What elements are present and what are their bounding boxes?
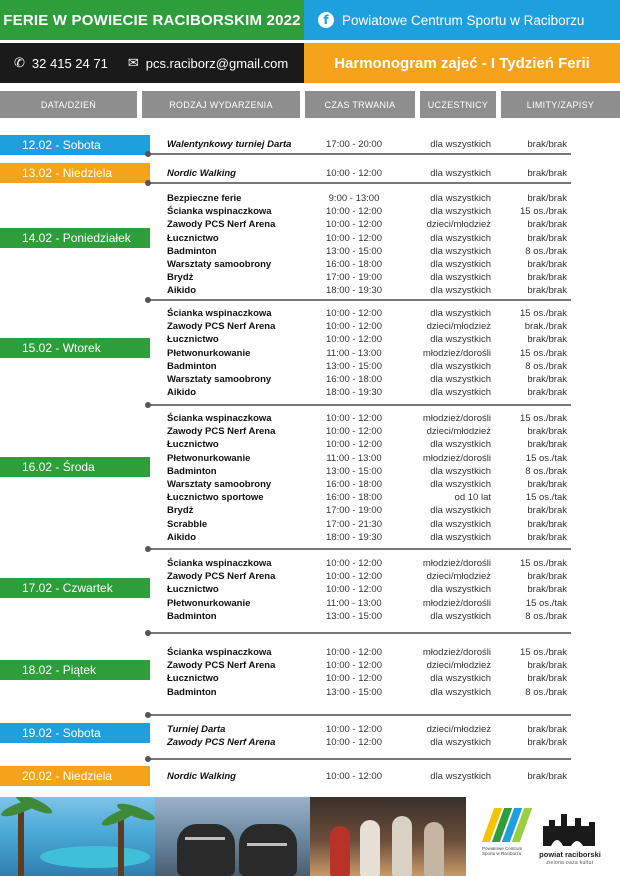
table-row [167, 646, 577, 659]
event-name: Aikido [167, 285, 197, 297]
event-limit: brak/brak [527, 673, 567, 685]
separator-dot [145, 402, 151, 408]
day-separator [150, 153, 571, 155]
event-participants: młodzież/dorośli [422, 647, 491, 658]
palm-trunk [118, 816, 124, 876]
event-participants: dla wszystkich [430, 584, 491, 596]
table-row [167, 320, 577, 333]
event-time: 10:00 - 12:00 [326, 660, 382, 672]
table-row [167, 531, 577, 544]
event-time: 10:00 - 12:00 [326, 334, 382, 346]
event-time: 16:00 - 18:00 [326, 259, 382, 270]
table-row [167, 723, 577, 736]
event-name: Nordic Walking [167, 168, 236, 179]
event-name: Badminton [167, 686, 217, 698]
person-shape [330, 826, 350, 876]
event-participants: od 10 lat [454, 492, 491, 504]
event-name: Łucznictwo [167, 232, 219, 244]
event-name: Walentynkowy turniej Darta [167, 139, 292, 150]
boot-lace [247, 843, 287, 846]
event-participants: dla wszystkich [430, 505, 491, 517]
event-name: Łucznictwo sportowe [167, 492, 264, 504]
table-row [167, 610, 577, 623]
separator-dot [145, 151, 151, 157]
column-header-participants: UCZESTNICY [420, 91, 496, 118]
table-row [167, 167, 577, 180]
pcs-logo-text: Powiatowe Centrum Sportu w Raciborzu [482, 846, 523, 856]
event-time: 10:00 - 12:00 [326, 413, 382, 424]
boot-shape [177, 824, 235, 876]
person-shape [392, 816, 412, 876]
separator-dot [145, 630, 151, 636]
table-row [167, 452, 577, 465]
event-limit: brak/brak [527, 737, 567, 749]
pool-shape [40, 846, 150, 868]
event-time: 10:00 - 12:00 [326, 673, 382, 685]
event-participants: dla wszystkich [430, 168, 491, 179]
table-row [167, 425, 577, 438]
event-name: Zawody PCS Nerf Arena [167, 426, 276, 438]
event-name: Zawody PCS Nerf Arena [167, 737, 276, 749]
event-limit: brak/brak [527, 426, 567, 438]
event-name: Bezpieczne ferie [167, 193, 242, 204]
event-participants: dla wszystkich [430, 610, 491, 622]
boot-lace [185, 837, 225, 840]
table-row [167, 770, 577, 783]
event-participants: młodzież/dorośli [422, 452, 491, 464]
event-time: 16:00 - 18:00 [326, 492, 382, 504]
event-participants: dla wszystkich [430, 308, 491, 319]
event-name: Łucznictwo [167, 584, 219, 596]
table-row [167, 504, 577, 517]
event-time: 10:00 - 12:00 [326, 771, 382, 782]
footer-photos [0, 797, 466, 876]
table-row [167, 218, 577, 231]
event-time: 10:00 - 12:00 [326, 571, 382, 583]
event-participants: dzieci/młodzież [426, 660, 491, 672]
event-time: 17:00 - 19:00 [326, 272, 382, 284]
day-separator [150, 632, 571, 634]
table-row [167, 192, 577, 205]
column-header-duration: CZAS TRWANIA [305, 91, 415, 118]
event-limit: 15 os./brak [520, 413, 567, 424]
event-participants: dla wszystkich [430, 387, 491, 399]
event-name: Płetwonurkowanie [167, 597, 251, 609]
facebook-icon: f [318, 12, 334, 28]
event-participants: dla wszystkich [430, 259, 491, 270]
day-label: 17.02 - Czwartek [0, 578, 150, 598]
table-row [167, 465, 577, 478]
hiking-boots-photo [155, 797, 310, 876]
event-name: Warsztaty samoobrony [167, 259, 272, 270]
phone-icon: ✆ [14, 55, 25, 71]
event-time: 17:00 - 19:00 [326, 505, 382, 517]
event-name: Ścianka wspinaczkowa [167, 206, 272, 218]
event-time: 10:00 - 12:00 [326, 647, 382, 658]
event-limit: 8 os./brak [525, 465, 567, 477]
event-limit: 15 os./brak [520, 647, 567, 658]
friends-skiing-photo [310, 797, 466, 876]
event-participants: dzieci/młodzież [426, 571, 491, 583]
event-time: 16:00 - 18:00 [326, 479, 382, 490]
email-icon: ✉ [127, 55, 139, 71]
event-participants: dla wszystkich [430, 232, 491, 244]
event-participants: dla wszystkich [430, 771, 491, 782]
event-name: Badminton [167, 360, 217, 372]
day-label: 16.02 - Środa [0, 457, 150, 477]
event-limit: brak/brak [527, 531, 567, 543]
phone-number[interactable]: 32 415 24 71 [31, 55, 108, 71]
event-name: Łucznictwo [167, 673, 219, 685]
event-name: Płetwonurkowanie [167, 452, 251, 464]
event-participants: dla wszystkich [430, 686, 491, 698]
table-row [167, 360, 577, 373]
header-top [0, 0, 620, 40]
event-time: 10:00 - 12:00 [326, 724, 382, 735]
event-participants: młodzież/dorośli [422, 558, 491, 569]
table-row [167, 518, 577, 531]
event-name: Zawody PCS Nerf Arena [167, 219, 276, 231]
event-name: Zawody PCS Nerf Arena [167, 321, 276, 333]
separator-dot [145, 546, 151, 552]
facebook-link[interactable] [304, 0, 620, 40]
event-limit: brak/brak [527, 139, 567, 150]
event-participants: dla wszystkich [430, 465, 491, 477]
event-limit: 15 os./brak [520, 206, 567, 218]
event-participants: dla wszystkich [430, 673, 491, 685]
event-limit: brak/brak [527, 505, 567, 517]
event-limit: 15 os./brak [520, 558, 567, 569]
event-participants: dla wszystkich [430, 245, 491, 257]
event-time: 13:00 - 15:00 [326, 245, 382, 257]
event-time: 13:00 - 15:00 [326, 686, 382, 698]
column-header-limits: LIMITY/ZAPISY [501, 91, 620, 118]
event-limit: brak/brak [527, 660, 567, 672]
event-name: Badminton [167, 610, 217, 622]
event-participants: dla wszystkich [430, 531, 491, 543]
event-name: Ścianka wspinaczkowa [167, 308, 272, 319]
separator-dot [145, 712, 151, 718]
event-time: 17:00 - 20:00 [326, 139, 382, 150]
event-limit: 15 os./tak [525, 492, 567, 504]
event-limit: 15 os./tak [525, 452, 567, 464]
day-label: 15.02 - Wtorek [0, 338, 150, 358]
event-time: 18:00 - 19:30 [326, 531, 382, 543]
event-participants: młodzież/dorośli [422, 347, 491, 359]
table-row [167, 597, 577, 610]
table-row [167, 333, 577, 346]
event-participants: dla wszystkich [430, 479, 491, 490]
event-name: Brydż [167, 505, 194, 517]
event-time: 13:00 - 15:00 [326, 360, 382, 372]
table-row [167, 284, 577, 297]
event-participants: dla wszystkich [430, 272, 491, 284]
day-separator [150, 182, 571, 184]
event-limit: 15 os./tak [525, 597, 567, 609]
event-time: 11:00 - 13:00 [326, 452, 382, 464]
table-row [167, 478, 577, 491]
day-label: 14.02 - Poniedziałek [0, 228, 150, 248]
event-time: 10:00 - 12:00 [326, 426, 382, 438]
event-time: 10:00 - 12:00 [326, 219, 382, 231]
event-limit: 8 os./brak [525, 245, 567, 257]
event-participants: dla wszystkich [430, 139, 491, 150]
boot-shape [239, 824, 297, 876]
day-separator [150, 404, 571, 406]
event-participants: dzieci/młodzież [426, 426, 491, 438]
schedule-title: Harmonogram zajeć - I Tydzień Ferii [304, 43, 620, 83]
event-name: Nordic Walking [167, 771, 236, 782]
event-name: Warsztaty samoobrony [167, 479, 272, 490]
event-time: 13:00 - 15:00 [326, 610, 382, 622]
event-name: Ścianka wspinaczkowa [167, 558, 272, 569]
event-participants: dzieci/młodzież [426, 219, 491, 231]
event-name: Łucznictwo [167, 334, 219, 346]
event-time: 16:00 - 18:00 [326, 374, 382, 385]
event-name: Badminton [167, 245, 217, 257]
event-time: 9:00 - 13:00 [328, 193, 380, 204]
event-participants: młodzież/dorośli [422, 597, 491, 609]
event-participants: dla wszystkich [430, 206, 491, 218]
facebook-text: Powiatowe Centrum Sportu w Raciborzu [342, 12, 585, 28]
event-limit: brak/brak [527, 285, 567, 297]
event-time: 10:00 - 12:00 [326, 232, 382, 244]
day-separator [150, 299, 571, 301]
header-middle [0, 43, 620, 83]
event-limit: brak/brak [527, 479, 567, 490]
table-row [167, 659, 577, 672]
event-limit: brak/brak [527, 571, 567, 583]
event-name: Zawody PCS Nerf Arena [167, 571, 276, 583]
event-time: 17:00 - 21:30 [326, 518, 382, 530]
event-limit: brak/brak [527, 334, 567, 346]
table-row [167, 736, 577, 749]
day-label: 20.02 - Niedziela [0, 766, 150, 786]
day-separator [150, 548, 571, 550]
event-participants: dla wszystkich [430, 193, 491, 204]
table-row [167, 307, 577, 320]
day-label: 12.02 - Sobota [0, 135, 150, 155]
table-row [167, 347, 577, 360]
event-limit: brak./brak [524, 321, 567, 333]
powiat-emblem-icon [541, 810, 599, 848]
event-time: 11:00 - 13:00 [326, 347, 382, 359]
event-time: 18:00 - 19:30 [326, 387, 382, 399]
table-row [167, 373, 577, 386]
event-name: Płetwonurkowanie [167, 347, 251, 359]
event-limit: brak/brak [527, 193, 567, 204]
event-limit: 8 os./brak [525, 360, 567, 372]
column-header-date: DATA/DZIEŃ [0, 91, 137, 118]
event-name: Scrabble [167, 518, 208, 530]
event-participants: dla wszystkich [430, 518, 491, 530]
event-limit: 15 os./brak [520, 308, 567, 319]
pcs-logo [482, 808, 530, 866]
event-name: Ścianka wspinaczkowa [167, 413, 272, 424]
table-row [167, 412, 577, 425]
table-row [167, 138, 577, 151]
table-row [167, 491, 577, 504]
event-limit: brak/brak [527, 387, 567, 399]
table-row [167, 570, 577, 583]
event-limit: brak/brak [527, 518, 567, 530]
event-time: 13:00 - 15:00 [326, 465, 382, 477]
event-limit: brak/brak [527, 771, 567, 782]
table-row [167, 232, 577, 245]
event-limit: brak/brak [527, 232, 567, 244]
person-shape [424, 822, 444, 876]
event-name: Aikido [167, 531, 197, 543]
powiat-logo-name: powiat raciborski [539, 850, 601, 859]
table-row [167, 557, 577, 570]
event-participants: dla wszystkich [430, 285, 491, 297]
event-limit: brak/brak [527, 219, 567, 231]
day-label: 13.02 - Niedziela [0, 163, 150, 183]
event-participants: dla wszystkich [430, 360, 491, 372]
table-row [167, 205, 577, 218]
day-label: 18.02 - Piątek [0, 660, 150, 680]
table-row [167, 686, 577, 699]
event-time: 10:00 - 12:00 [326, 321, 382, 333]
email-address[interactable]: pcs.raciborz@gmail.com [145, 55, 289, 71]
event-limit: brak/brak [527, 259, 567, 270]
table-row [167, 245, 577, 258]
day-separator [150, 714, 571, 716]
table-row [167, 672, 577, 685]
table-row [167, 258, 577, 271]
event-time: 10:00 - 12:00 [326, 558, 382, 569]
event-time: 10:00 - 12:00 [326, 584, 382, 596]
event-participants: dla wszystkich [430, 737, 491, 749]
event-limit: brak/brak [527, 168, 567, 179]
event-time: 10:00 - 12:00 [326, 206, 382, 218]
page-title: FERIE W POWIECIE RACIBORSKIM 2022 [0, 0, 304, 40]
event-limit: 8 os./brak [525, 610, 567, 622]
event-participants: dla wszystkich [430, 374, 491, 385]
separator-dot [145, 297, 151, 303]
event-limit: brak/brak [527, 374, 567, 385]
event-name: Turniej Darta [167, 724, 226, 735]
event-time: 18:00 - 19:30 [326, 285, 382, 297]
separator-dot [145, 756, 151, 762]
separator-dot [145, 180, 151, 186]
table-row [167, 271, 577, 284]
event-name: Warsztaty samoobrony [167, 374, 272, 385]
person-shape [360, 820, 380, 876]
table-row [167, 386, 577, 399]
palm-trunk [18, 806, 24, 876]
event-participants: dla wszystkich [430, 334, 491, 346]
table-row [167, 583, 577, 596]
event-name: Ścianka wspinaczkowa [167, 647, 272, 658]
event-time: 10:00 - 12:00 [326, 439, 382, 451]
event-time: 10:00 - 12:00 [326, 308, 382, 319]
event-time: 11:00 - 13:00 [326, 597, 382, 609]
event-limit: brak/brak [527, 439, 567, 451]
column-headers [0, 91, 620, 118]
contact-bar [0, 43, 304, 83]
event-limit: brak/brak [527, 724, 567, 735]
day-label: 19.02 - Sobota [0, 723, 150, 743]
table-row [167, 438, 577, 451]
event-name: Zawody PCS Nerf Arena [167, 660, 276, 672]
event-participants: dla wszystkich [430, 439, 491, 451]
event-participants: dzieci/młodzież [426, 321, 491, 333]
day-separator [150, 758, 571, 760]
event-limit: brak/brak [527, 272, 567, 284]
event-time: 10:00 - 12:00 [326, 737, 382, 749]
event-participants: dzieci/młodzież [426, 724, 491, 735]
event-time: 10:00 - 12:00 [326, 168, 382, 179]
event-name: Brydż [167, 272, 194, 284]
powiat-logo [537, 810, 603, 870]
event-name: Łucznictwo [167, 439, 219, 451]
event-limit: 15 os./brak [520, 347, 567, 359]
event-name: Badminton [167, 465, 217, 477]
column-header-event: RODZAJ WYDARZENIA [142, 91, 300, 118]
event-participants: młodzież/dorośli [422, 413, 491, 424]
aquapark-photo [0, 797, 155, 876]
event-limit: brak/brak [527, 584, 567, 596]
event-limit: 8 os./brak [525, 686, 567, 698]
event-name: Aikido [167, 387, 197, 399]
powiat-logo-tagline: zielona oaza kultur [546, 860, 594, 866]
